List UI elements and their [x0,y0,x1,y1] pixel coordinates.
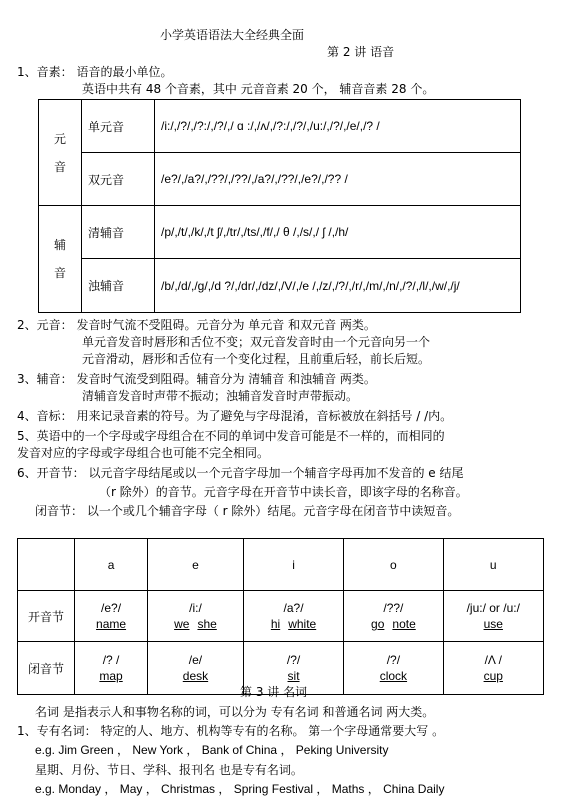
lecture-3-heading: 第 3 讲 名词 [240,685,308,699]
proper-noun-note: 星期、月份、节日、学科、报刊名 也是专有名词。 [35,763,303,777]
open-o-cell: /??/ go note [344,591,443,642]
syllable-table-corner [18,539,75,591]
vowel-header-i: i [243,539,343,591]
voiceless-symbols: /p/,/t/,/k/,/t ʃ/,/tr/,/ts/,/f/,/ θ /,/s/,/ ʃ /,/h/ [155,206,521,259]
monophthong-label: 单元音 [82,100,155,153]
open-syllable-definition: 6、开音节： 以元音字母结尾或以一个元音字母加一个辅音字母再加不发音的 e 结尾 [17,466,464,480]
open-u-cell: /ju:/ or /u:/ use [443,591,543,642]
diphthong-label: 双元音 [82,153,155,206]
vowel-group-label: 元 音 [39,100,82,206]
vowel-header-u: u [443,539,543,591]
closed-syllable-label: 闭音节 [18,642,75,695]
open-e-cell: /i:/ we she [148,591,244,642]
closed-e-cell: /e/ desk [148,642,244,695]
phoneme-table [38,99,521,313]
vowel-detail-1: 单元音发音时唇形和舌位不变；双元音发音时由一个元音向另一个 [82,335,431,349]
consonant-detail: 清辅音发音时声带不振动；浊辅音发音时声带振动。 [82,389,359,403]
closed-u-cell: /Λ / cup [443,642,543,695]
closed-o-cell: /?/ clock [344,642,443,695]
open-a-cell: /e?/ name [75,591,148,642]
monophthong-symbols: /i:/,/?/,/?:/,/?/,/ ɑ :/,/ʌ/,/?:/,/?/,/u:/,/?/,/e/,/? / [155,100,521,153]
letter-sound-note-2: 发音对应的字母或字母组合也可能不完全相同。 [17,446,270,460]
vowel-header-a: a [75,539,148,591]
vowel-header-o: o [344,539,443,591]
vowel-header-e: e [148,539,244,591]
voiced-symbols: /b/,/d/,/g/,/d ?/,/dr/,/dz/,/V/,/e /,/z/,/?/,/r/,/m/,/n/,/?/,/l/,/w/,/j/ [155,259,521,313]
doc-title: 小学英语语法大全经典全面 [160,28,305,42]
consonant-group-label: 辅 音 [39,206,82,313]
closed-a-cell: /? / map [75,642,148,695]
proper-noun-example-1: e.g. Jim Green ， New York ， Bank of China ， Peking University [35,743,389,757]
phoneme-count: 英语中共有 48 个音素，其中 元音音素 20 个， 辅音音素 28 个。 [82,82,435,96]
proper-noun-example-2: e.g. Monday ， May ， Christmas ， Spring Festival ， Maths ， China Daily [35,782,445,796]
voiceless-label: 清辅音 [82,206,155,259]
closed-i-cell: /?/ sit [243,642,343,695]
closed-syllable-definition: 闭音节： 以一个或几个辅音字母（ r 除外）结尾。元音字母在闭音节中读短音。 [35,504,460,518]
lecture-2-heading: 第 2 讲 语音 [327,45,395,59]
consonant-definition: 3、辅音： 发音时气流受到阻碍。辅音分为 清辅音 和浊辅音 两类。 [17,372,376,386]
noun-definition: 名词 是指表示人和事物名称的词，可以分为 专有名词 和普通名词 两大类。 [35,705,435,719]
letter-sound-note-1: 5、英语中的一个字母或字母组合在不同的单词中发音可能是不一样的，而相同的 [17,429,445,443]
proper-noun-definition: 1、专有名词： 特定的人、地方、机构等专有的名称。 第一个字母通常要大写 。 [17,724,445,738]
phonetic-symbol-definition: 4、音标： 用来记录音素的符号。为了避免与字母混淆，音标被放在斜括号 / /内。 [17,409,453,423]
syllable-table [17,538,544,695]
open-i-cell: /a?/ hi white [243,591,343,642]
open-syllable-label: 开音节 [18,591,75,642]
phoneme-definition: 1、音素： 语音的最小单位。 [17,65,173,79]
voiced-label: 浊辅音 [82,259,155,313]
vowel-detail-2: 元音滑动，唇形和舌位有一个变化过程，且前重后轻，前长后短。 [82,352,431,366]
vowel-definition: 2、元音： 发音时气流不受阻碍。元音分为 单元音 和双元音 两类。 [17,318,376,332]
diphthong-symbols: /e?/,/a?/,/??/,/??/,/a?/,/??/,/e?/,/?? / [155,153,521,206]
open-syllable-detail: （r 除外）的音节。元音字母在开音节中读长音，即该字母的名称音。 [99,485,468,499]
